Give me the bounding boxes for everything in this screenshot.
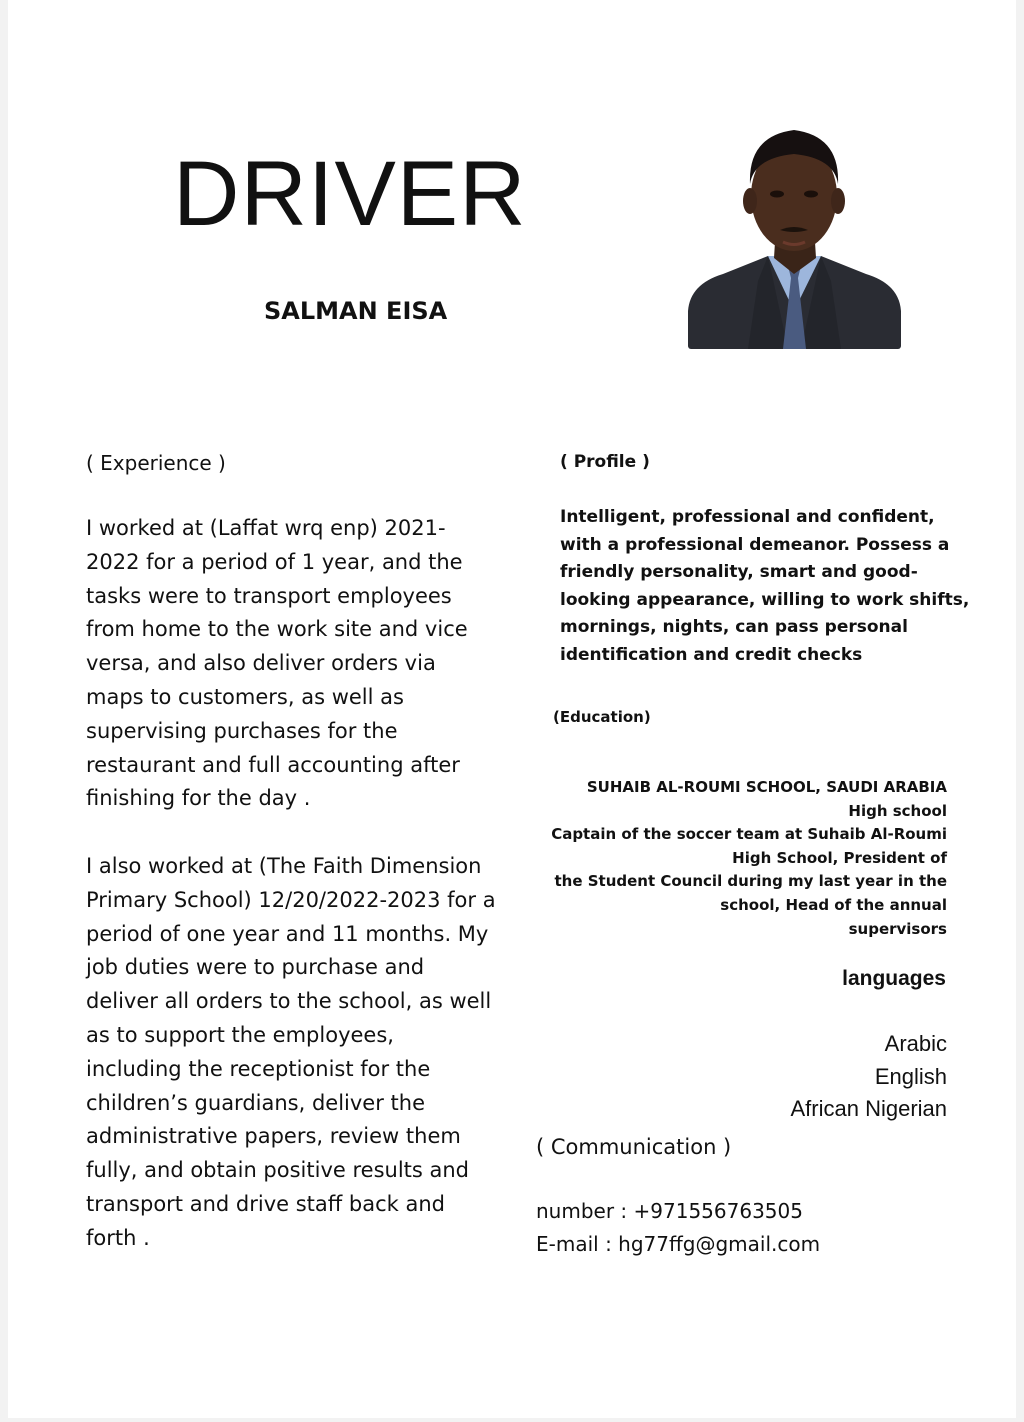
language-item: English: [874, 1063, 947, 1089]
experience-heading: ( Experience ): [86, 451, 226, 475]
profile-photo: [688, 106, 901, 349]
education-line: the Student Council during my last year in the: [554, 872, 947, 891]
languages-heading: languages: [842, 967, 946, 990]
candidate-name: SALMAN EISA: [264, 297, 448, 325]
communication-heading: ( Communication ): [536, 1135, 732, 1159]
education-line: High school: [848, 801, 947, 820]
email-address: E-mail : hg77ffg@gmail.com: [536, 1232, 821, 1256]
education-line: supervisors: [848, 919, 947, 938]
education-details: [527, 776, 947, 941]
experience-paragraph: I also worked at (The Faith Dimension Primary School) 12/20/2022-2023 for a period of one year and 11 months. My job duties were to purchase and deliver all orders to the school, as well as to support the employees, including the receptionist for the children’s guardians, deliver the administrative papers, review them fully, and obtain positive results and transport and drive staff back and forth .: [86, 854, 496, 1250]
phone-number: number : +971556763505: [536, 1199, 803, 1223]
language-item: Arabic: [884, 1031, 947, 1056]
experience-paragraph: I worked at (Laffat wrq enp) 2021-2022 for a period of 1 year, and the tasks were to transport employees from home to the work site and vice versa, and also deliver orders via maps to customers, as well as supervising purchases for the restaurant and full accounting after finishing for the day .: [86, 516, 468, 811]
education-line: High School, President of: [732, 848, 947, 867]
profile-summary: Intelligent, professional and confident, with a professional demeanor. Possess a friendly personality, smart and good-looking appearance, willing to work shifts, mornings, nights, can pass personal identification and credit checks: [560, 507, 970, 665]
contact-details: [536, 1195, 820, 1261]
education-line: SUHAIB AL-ROUMI SCHOOL, SAUDI ARABIA: [586, 778, 947, 796]
education-heading: (Education): [553, 708, 651, 726]
job-title: DRIVER: [173, 143, 527, 245]
language-item: African Nigerian: [790, 1096, 947, 1121]
languages-list: [790, 1028, 947, 1126]
resume-sheet: [8, 0, 1016, 1418]
portrait-illustration: [688, 106, 901, 349]
education-line: school, Head of the annual: [720, 895, 947, 914]
education-line: Captain of the soccer team at Suhaib Al-Roumi: [551, 825, 947, 844]
profile-heading: ( Profile ): [560, 452, 650, 472]
